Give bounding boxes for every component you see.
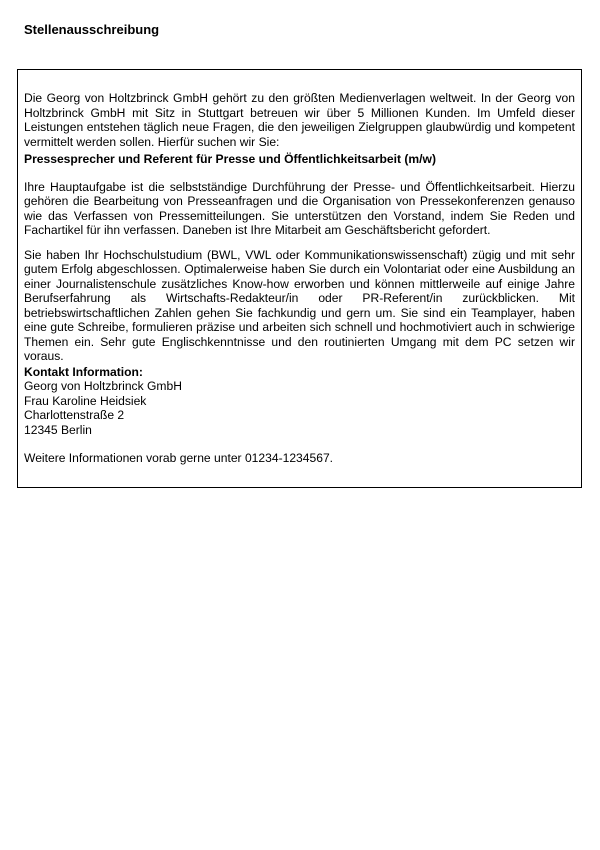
closing-line: Weitere Informationen vorab gerne unter 01234-1234567. bbox=[24, 451, 334, 465]
contact-person: Frau Karoline Heidsiek bbox=[24, 393, 147, 408]
job-advertisement-box bbox=[17, 69, 582, 488]
intro-paragraph: Die Georg von Holtzbrinck GmbH gehört zu den größten Medienverlagen weltweit. In der Georg von Holtzbrinck GmbH mit Sitz in Stuttgart betreuen wir über 5 Millionen Kunden. Im Umfeld dieser Leistungen entstehen täglich neue Fragen, die den jeweiligen Zielgruppen glaubwürdig und kompetent vermittelt werden sollen. Hierfür suchen wir Sie: bbox=[24, 91, 575, 149]
contact-block bbox=[24, 365, 575, 438]
page-title: Stellenausschreibung bbox=[24, 22, 160, 37]
tasks-paragraph: Ihre Hauptaufgabe ist die selbstständige Durchführung der Presse- und Öffentlichkeitsarbeit. Hierzu gehören die Bearbeitung von Presseanfragen und die Organisation von Pressekonferenzen genauso wie das Verfassen von Pressemitteilungen. Sie unterstützen den Vorstand, indem Sie Reden und Fachartikel für ihn verfassen. Daneben ist Ihre Mitarbeit am Geschäftsbericht gefordert. bbox=[24, 179, 575, 237]
profile-paragraph: Sie haben Ihr Hochschulstudium (BWL, VWL oder Kommunikationswissenschaft) zügig und mit sehr gutem Erfolg abgeschlossen. Optimalerweise haben Sie durch ein Volontariat oder eine Ausbildung an einer Journalistenschule zusätzliches Know-how erworben und können mittlerweile auf einige Jahre Berufserfahrung als Wirtschafts-Redakteur/in oder PR-Referent/in zurückblicken. Mit betriebswirtschaftlichen Zahlen gehen Sie fachkundig und gern um. Sie sind ein Teamplayer, haben eine gute Schreibe, formulieren präzise und arbeiten sich schnell und hochmotiviert auch in schwierige Themen ein. Sehr gute Englischkenntnisse und den routinierten Umgang mit dem PC setzen wir voraus. bbox=[24, 247, 575, 363]
contact-street: Charlottenstraße 2 bbox=[24, 408, 125, 422]
position-title: Pressesprecher und Referent für Presse und Öffentlichkeitsarbeit (m/w) bbox=[24, 152, 436, 166]
contact-company: Georg von Holtzbrinck GmbH bbox=[24, 379, 182, 393]
contact-city: 12345 Berlin bbox=[24, 422, 92, 437]
contact-heading: Kontakt Information: bbox=[24, 364, 143, 379]
